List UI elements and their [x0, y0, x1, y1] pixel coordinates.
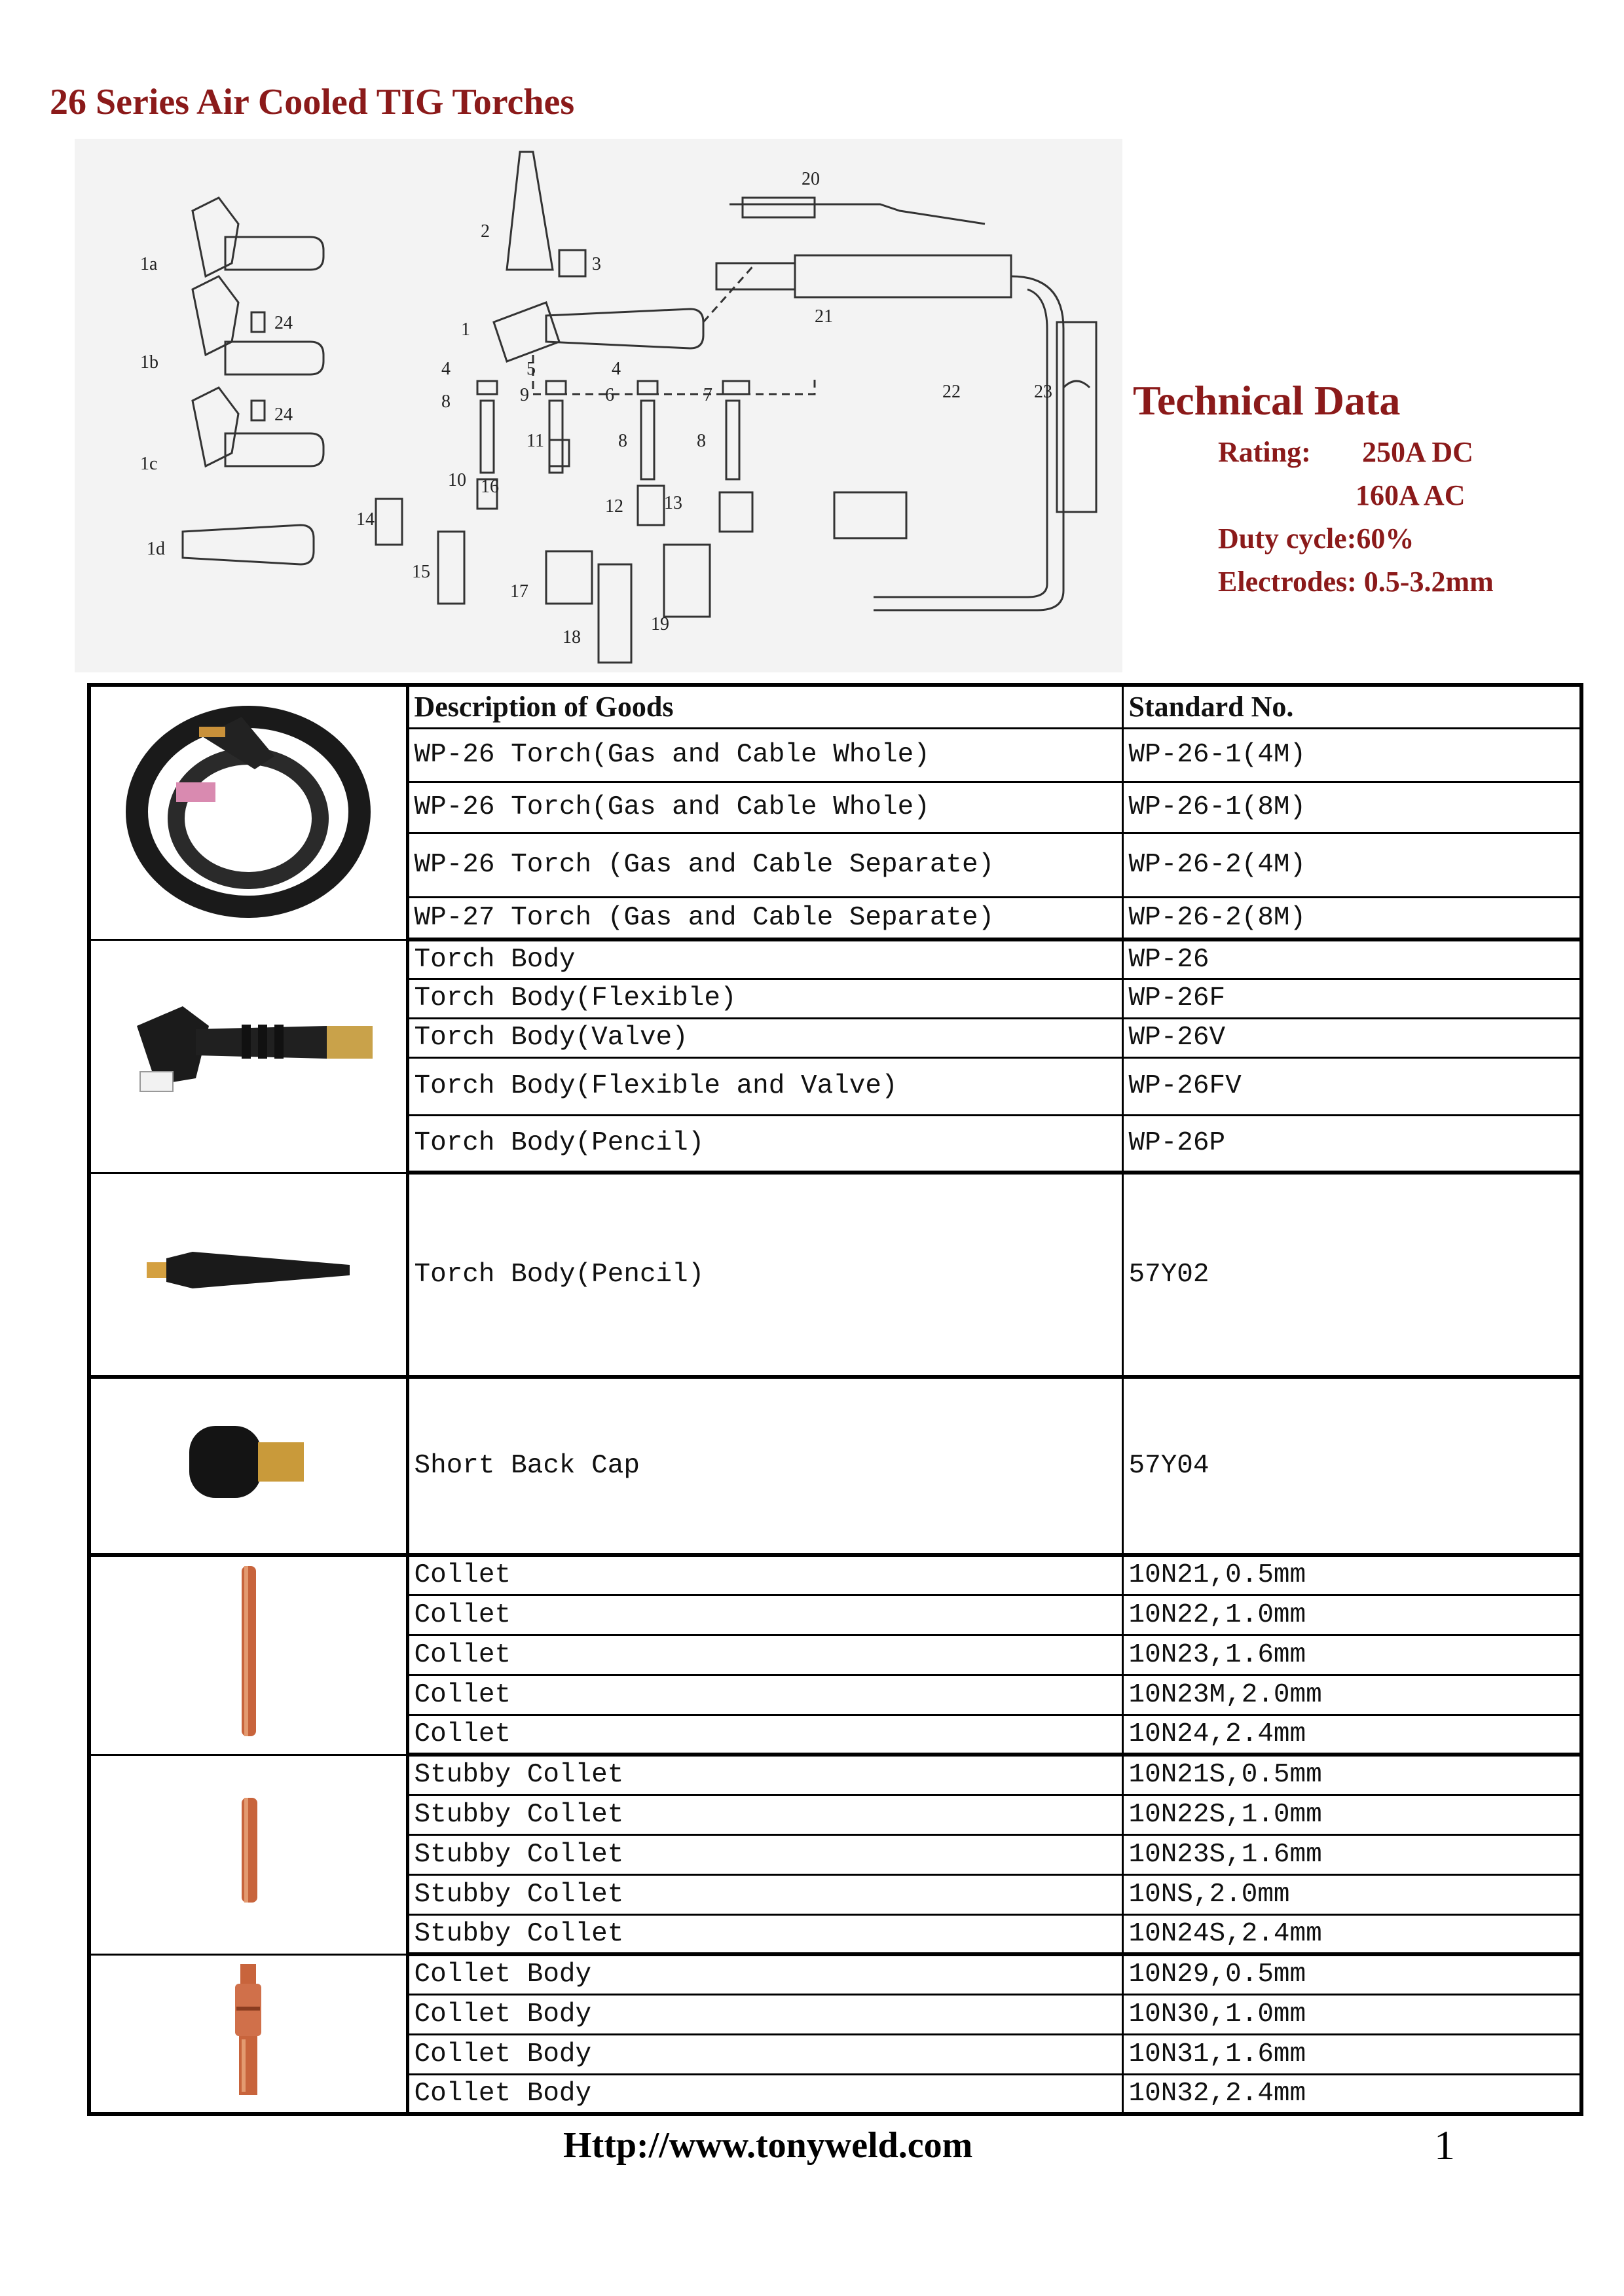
row-standard-no: 10N32,2.4mm	[1122, 2074, 1581, 2114]
diagram-callouts	[140, 169, 1052, 647]
callout-8a: 8	[441, 392, 451, 412]
collet-body-image-cell	[89, 1954, 407, 2114]
collet-image-cell	[89, 1555, 407, 1755]
short-back-cap-picture	[183, 1413, 314, 1511]
column-header-standard-no: Standard No.	[1122, 685, 1581, 728]
row-description: Stubby Collet	[407, 1874, 1122, 1914]
callout-24b: 24	[274, 405, 293, 425]
row-standard-no: 10N30,1.0mm	[1122, 1994, 1581, 2034]
row-standard-no: WP-26-1(8M)	[1122, 782, 1581, 833]
complete-torch-image-cell	[89, 685, 407, 939]
long-back-cap-picture	[140, 1244, 356, 1296]
callout-9: 9	[520, 385, 529, 405]
stubby-collet-picture	[229, 1791, 268, 1909]
row-standard-no: WP-26-2(4M)	[1122, 833, 1581, 897]
row-standard-no: 10NS,2.0mm	[1122, 1874, 1581, 1914]
row-standard-no: WP-26	[1122, 939, 1581, 979]
short-back-cap-image-cell	[89, 1377, 407, 1555]
callout-6: 6	[605, 385, 614, 405]
callout-22: 22	[942, 382, 961, 402]
row-description: Torch Body(Pencil)	[407, 1115, 1122, 1173]
table-row	[89, 1555, 1581, 1595]
row-description: Stubby Collet	[407, 1795, 1122, 1834]
row-description: Collet Body	[407, 1954, 1122, 1994]
row-description: Collet	[407, 1715, 1122, 1755]
row-standard-no: WP-26FV	[1122, 1057, 1581, 1115]
electrodes: Electrodes: 0.5-3.2mm	[1218, 566, 1494, 598]
collet-picture	[229, 1559, 268, 1743]
callout-4b: 4	[612, 359, 621, 379]
row-description: WP-26 Torch(Gas and Cable Whole)	[407, 728, 1122, 782]
row-description: Collet Body	[407, 2074, 1122, 2114]
row-description: WP-26 Torch(Gas and Cable Whole)	[407, 782, 1122, 833]
duty-cycle: Duty cycle:60%	[1218, 522, 1414, 555]
callout-8c: 8	[697, 431, 706, 451]
row-standard-no: WP-26P	[1122, 1115, 1581, 1173]
footer-website-link[interactable]: Http://www.tonyweld.com	[563, 2125, 973, 2166]
table-row	[89, 1173, 1581, 1377]
row-standard-no: 57Y04	[1122, 1377, 1581, 1555]
row-standard-no: 10N24,2.4mm	[1122, 1715, 1581, 1755]
callout-1d: 1d	[147, 539, 165, 559]
callout-2: 2	[481, 221, 490, 242]
callout-16: 16	[481, 477, 499, 497]
row-description: Collet Body	[407, 2034, 1122, 2074]
table-row	[89, 1377, 1581, 1555]
callout-7: 7	[703, 385, 712, 405]
callout-19: 19	[651, 614, 669, 634]
row-standard-no: 10N22S,1.0mm	[1122, 1795, 1581, 1834]
table-row	[89, 1954, 1581, 1994]
torch-body-picture	[111, 1000, 386, 1104]
row-description: Stubby Collet	[407, 1834, 1122, 1874]
row-description: Short Back Cap	[407, 1377, 1122, 1555]
parts-table	[87, 683, 1583, 2116]
row-description: Collet	[407, 1675, 1122, 1715]
rating-dc: 250A DC	[1362, 436, 1473, 468]
row-description: Collet Body	[407, 1994, 1122, 2034]
row-description: Collet	[407, 1595, 1122, 1635]
table-row	[89, 939, 1581, 979]
callout-1: 1	[461, 319, 470, 340]
callout-14: 14	[356, 509, 375, 530]
row-standard-no: 10N29,0.5mm	[1122, 1954, 1581, 1994]
callout-3: 3	[592, 254, 601, 274]
row-description: Torch Body	[407, 939, 1122, 979]
callout-15: 15	[412, 562, 430, 582]
row-description: Torch Body(Flexible and Valve)	[407, 1057, 1122, 1115]
callout-10: 10	[448, 470, 466, 490]
row-standard-no: 10N23S,1.6mm	[1122, 1834, 1581, 1874]
technical-data-heading: Technical Data	[1133, 377, 1401, 424]
page-title: 26 Series Air Cooled TIG Torches	[50, 82, 575, 122]
callout-4a: 4	[441, 359, 451, 379]
row-standard-no: 57Y02	[1122, 1173, 1581, 1377]
row-standard-no: 10N21S,0.5mm	[1122, 1755, 1581, 1795]
callout-24a: 24	[274, 313, 293, 333]
callout-18: 18	[563, 627, 581, 647]
row-description: Stubby Collet	[407, 1914, 1122, 1954]
callout-1c: 1c	[140, 454, 158, 474]
row-description: Stubby Collet	[407, 1755, 1122, 1795]
stubby-collet-image-cell	[89, 1755, 407, 1954]
row-standard-no: 10N24S,2.4mm	[1122, 1914, 1581, 1954]
row-standard-no: 10N31,1.6mm	[1122, 2034, 1581, 2074]
torch-assembly-drawing	[75, 139, 1122, 672]
callout-1b: 1b	[140, 352, 158, 373]
callout-11: 11	[526, 431, 544, 451]
row-standard-no: 10N21,0.5mm	[1122, 1555, 1581, 1595]
technical-data-panel	[1133, 376, 1494, 598]
row-description: Torch Body(Pencil)	[407, 1173, 1122, 1377]
row-description: WP-26 Torch (Gas and Cable Separate)	[407, 833, 1122, 897]
rating-ac: 160A AC	[1356, 479, 1466, 511]
row-description: Collet	[407, 1555, 1122, 1595]
collet-body-picture	[222, 1958, 274, 2102]
callout-13: 13	[664, 493, 682, 513]
callout-20: 20	[802, 169, 820, 189]
callout-17: 17	[510, 581, 528, 602]
row-standard-no: WP-26-2(8M)	[1122, 897, 1581, 939]
callout-23: 23	[1034, 382, 1052, 402]
row-standard-no: WP-26F	[1122, 979, 1581, 1018]
row-standard-no: 10N22,1.0mm	[1122, 1595, 1581, 1635]
row-standard-no: WP-26-1(4M)	[1122, 728, 1581, 782]
row-description: WP-27 Torch (Gas and Cable Separate)	[407, 897, 1122, 939]
complete-torch-picture	[124, 697, 373, 920]
callout-12: 12	[605, 496, 623, 517]
table-row	[89, 1755, 1581, 1795]
column-header-description: Description of Goods	[407, 685, 1122, 728]
long-back-cap-image-cell	[89, 1173, 407, 1377]
row-description: Torch Body(Valve)	[407, 1018, 1122, 1057]
row-standard-no: WP-26V	[1122, 1018, 1581, 1057]
row-description: Torch Body(Flexible)	[407, 979, 1122, 1018]
page-number: 1	[1434, 2122, 1455, 2168]
callout-5: 5	[526, 359, 536, 379]
row-description: Collet	[407, 1635, 1122, 1675]
table-header-row	[89, 685, 1581, 728]
row-standard-no: 10N23M,2.0mm	[1122, 1675, 1581, 1715]
exploded-parts-diagram	[75, 139, 1122, 672]
callout-21: 21	[815, 306, 833, 327]
torch-body-image-cell	[89, 939, 407, 1173]
callout-8b: 8	[618, 431, 627, 451]
row-standard-no: 10N23,1.6mm	[1122, 1635, 1581, 1675]
callout-1a: 1a	[140, 254, 158, 274]
rating-label: Rating:	[1218, 436, 1311, 468]
